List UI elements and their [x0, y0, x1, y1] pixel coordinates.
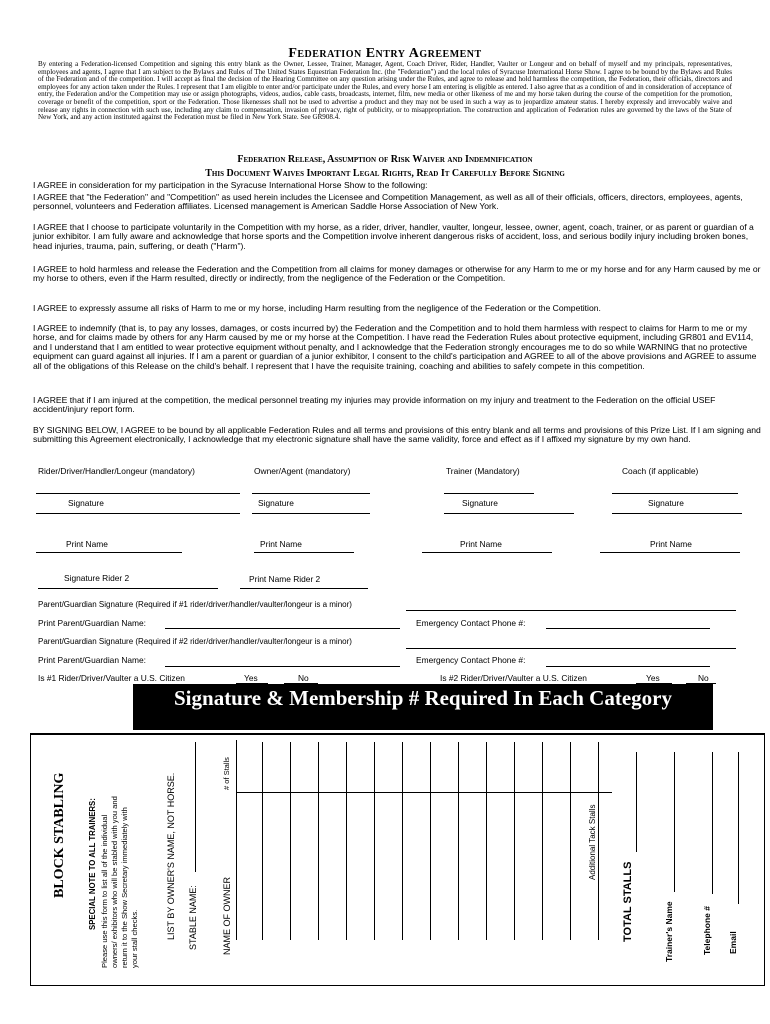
citizen1-label: Is #1 Rider/Driver/Vaulter a U.S. Citizen	[38, 673, 185, 683]
role-owner-label: Owner/Agent (mandatory)	[254, 466, 351, 476]
telephone-label: Telephone #	[702, 906, 712, 955]
total-stalls-line[interactable]	[636, 752, 637, 852]
owner-entry-column-6[interactable]	[402, 742, 403, 940]
agree-assume-risk: I AGREE to expressly assume all risks of Harm to me or my horse, including Harm resulting from the negligence of the Federation or the Competition.	[33, 303, 601, 313]
trainer-signature-line[interactable]	[444, 513, 574, 514]
guardian1-print-name-label: Print Parent/Guardian Name:	[38, 618, 146, 628]
rider-print-name-label: Print Name	[66, 539, 108, 549]
special-note-line-3: return it to the Show Secretary immediately with	[120, 807, 129, 968]
owner-entry-column-7[interactable]	[430, 742, 431, 940]
by-signing-below: BY SIGNING BELOW, I AGREE to be bound by all applicable Federation Rules and all terms and provisions of this entry blank and all terms and provisions of this Prize List. If I am signing and submitting this Agreement electronically, I acknowledge that my electronic signature shall have the same validity, force and effect as if I affixed my signature by my own hand.	[33, 425, 761, 445]
coach-signature-label: Signature	[648, 498, 684, 508]
guardian1-print-name-line[interactable]	[165, 628, 400, 629]
telephone-line[interactable]	[712, 752, 713, 894]
owner-name-column-line[interactable]	[236, 740, 237, 940]
emergency1-label: Emergency Contact Phone #:	[416, 618, 526, 628]
owner-print-name-line[interactable]	[254, 552, 354, 553]
trainer-print-name-label: Print Name	[460, 539, 502, 549]
owner-entry-column-10[interactable]	[514, 742, 515, 940]
rider-signature-label: Signature	[68, 498, 104, 508]
trainer-name-line[interactable]	[674, 752, 675, 892]
citizen2-label: Is #2 Rider/Driver/Vaulter a U.S. Citizen	[440, 673, 587, 683]
print-name-rider2-label: Print Name Rider 2	[249, 574, 321, 584]
role-trainer-label: Trainer (Mandatory)	[446, 466, 520, 476]
agree-definitions: I AGREE that "the Federation" and "Competition" as used herein includes the Licensee and Competition Management, as well as all of their officials, officers, directors, employees, agents, personnel, volunteers and Federation affiliates. Licensed management is American Saddle Horse Association of New York.	[33, 192, 743, 212]
coach-print-name-line[interactable]	[600, 552, 740, 553]
emergency1-line[interactable]	[546, 628, 710, 629]
email-line[interactable]	[738, 752, 739, 904]
emergency2-label: Emergency Contact Phone #:	[416, 655, 526, 665]
trainer-name-label: Trainer's Name	[664, 901, 674, 962]
role-rider-label: Rider/Driver/Handler/Longeur (mandatory)	[38, 466, 195, 476]
rider-print-name-line[interactable]	[36, 552, 182, 553]
owner-print-name-label: Print Name	[260, 539, 302, 549]
trainer-print-name-line[interactable]	[422, 552, 552, 553]
total-stalls-label: TOTAL STALLS	[622, 861, 634, 942]
owner-entry-column-8[interactable]	[458, 742, 459, 940]
intro-paragraph: By entering a Federation-licensed Competition and signing this entry blank as the Owner, Lessee, Trainer, Manager, Agent, Coach Driver, Rider, Handler, Vaulter or Longeur and on behalf of myself and my principals, representatives, employees and agents, I agree that I am subject to the Bylaws and Rules of The United States Equestrian Federation Inc. (the "Federation") and the local rules of Syracuse International Horse Show. I agree to be bound by the Bylaws and Rules of the Federation and of the competition. I will accept as final the decision of the Hearing Committee on any question arising under the Rules, and agree to release and hold harmless the competition, the Federation, their officials, directors and employees for any action taken under the Rules. I represent that I am eligible to enter and/or participate under the Rules, and every horse I am entering is eligible as entered. I also agree that as a condition of and in consideration of acceptance of entry, the Federation and/or the Competition may use or assign photographs, videos, audios, cable casts, broadcasts, internet, film, new media or other likeness of me and my horse taken during the course of the competition for the promotion, coverage or benefit of the competition, sport or the Federation. Those likenesses shall not be used to advertise a product and they may not be used in such a way as to jeopardize amateur status. I hereby expressly and irrevocably waive and release any rights in connection with such use, including any claim to compensation, invasion of privacy, right of publicity, or to misappropriation. The construction and application of Federation rules are governed by the laws of the State of New York, and any action instituted against the Federation must be filed in New York State. See GR908.4.	[38, 60, 732, 122]
tack-stalls-label: Additional Tack Stalls	[588, 804, 597, 880]
emergency2-line[interactable]	[546, 666, 710, 667]
agree-medical-info: I AGREE that if I am injured at the competition, the medical personnel treating my injuries may provide information on my injury and treatment to the Federation on the official USEF accident/injury report form.	[33, 395, 716, 415]
coach-print-name-label: Print Name	[650, 539, 692, 549]
rider-signature-line[interactable]	[36, 513, 240, 514]
special-note-line-1: Please use this form to list all of the individual	[100, 814, 109, 968]
agree-indemnify: I AGREE to indemnify (that is, to pay any losses, damages, or costs incurred by) the Federation and the Competition and to hold them harmless with respect to claims for Harm to me or my horse, and for claims made by others for any Harm caused by me or my horse at the Competition. I have read the Federation Rules about protective equipment, including GR801 and EV114, and I understand that I am entitled to wear protective equipment without penalty, and I acknowledge that the Federation strongly encourages me to do so while WARNING that no protective equipment can guard against all injuries. If I am a parent or guardian of a junior exhibitor, I consent to the child's participation and AGREE to all of the above provisions and AGREE to assume all of the obligations of this Release on the child's behalf. I represent that I have the requisite training, coaching and abilities to safely compete in this competition.	[33, 323, 757, 371]
stable-name-label: STABLE NAME:	[188, 885, 198, 950]
agree-consideration: I AGREE in consideration for my participation in the Syracuse International Horse Show to the following:	[33, 180, 428, 190]
signature-rider2-line[interactable]	[38, 588, 218, 589]
owner-signature-label: Signature	[258, 498, 294, 508]
guardian1-signature-label: Parent/Guardian Signature (Required if #1 rider/driver/handler/vaulter/longeur is a minor)	[38, 600, 352, 609]
owner-entry-column-13[interactable]	[598, 742, 599, 940]
coach-name-line[interactable]	[612, 493, 738, 494]
owner-entry-column-5[interactable]	[374, 742, 375, 940]
citizen1-yes[interactable]: Yes	[244, 673, 258, 683]
trainer-name-line[interactable]	[444, 493, 534, 494]
owner-entry-column-1[interactable]	[262, 742, 263, 940]
required-banner-text: Signature & Membership # Required In Each Category	[174, 686, 672, 710]
agree-hold-harmless: I AGREE to hold harmless and release the Federation and the Competition from all claims for money damages or otherwise for any Harm to me or my horse and for any Harm caused by me or my horse to others, even if the Harm resulted, directly or indirectly, from the negligence of the Federation or the Competition.	[33, 264, 761, 284]
block-stabling-section	[30, 733, 765, 986]
special-note-line-2: owners/ exhibitors who will be stabled with you and	[110, 796, 119, 968]
owner-entry-column-4[interactable]	[346, 742, 347, 940]
guardian2-print-name-line[interactable]	[165, 666, 400, 667]
guardian2-print-name-label: Print Parent/Guardian Name:	[38, 655, 146, 665]
stable-name-line[interactable]	[195, 742, 196, 872]
owner-name-column-header: NAME OF OWNER	[222, 877, 232, 955]
signature-rider2-label: Signature Rider 2	[64, 573, 130, 583]
owner-entry-column-11[interactable]	[542, 742, 543, 940]
citizen2-yes[interactable]: Yes	[646, 673, 660, 683]
block-stabling-heading: BLOCK STABLING	[52, 772, 67, 898]
owner-entry-column-3[interactable]	[318, 742, 319, 940]
release-heading: Federation Release, Assumption of Risk Waiver and Indemnification	[237, 154, 533, 165]
citizen2-no[interactable]: No	[698, 673, 709, 683]
role-coach-label: Coach (if applicable)	[622, 466, 699, 476]
owner-entry-column-2[interactable]	[290, 742, 291, 940]
guardian2-signature-line[interactable]	[406, 648, 736, 649]
guardian2-signature-label: Parent/Guardian Signature (Required if #2 rider/driver/handler/vaulter/longeur is a minor)	[38, 637, 352, 646]
owner-name-line[interactable]	[252, 493, 370, 494]
stalls-header-line	[236, 792, 612, 793]
owner-entry-column-12[interactable]	[570, 742, 571, 940]
owner-signature-line[interactable]	[252, 513, 370, 514]
citizen1-no[interactable]: No	[298, 673, 309, 683]
special-note-line-4: your stall checks.	[130, 909, 139, 968]
special-note-title: SPECIAL NOTE TO ALL TRAINERS:	[88, 798, 97, 930]
num-stalls-label: # of Stalls	[222, 757, 231, 790]
rider-name-line[interactable]	[36, 493, 240, 494]
page-title: Federation Entry Agreement	[288, 46, 482, 61]
email-label: Email	[728, 931, 738, 954]
waiver-warning-heading: This Document Waives Important Legal Rights, Read It Carefully Before Signing	[205, 168, 565, 179]
agree-voluntary: I AGREE that I choose to participate voluntarily in the Competition with my horse, as a rider, driver, handler, vaulter, longeur, lessee, owner, agent, coach, trainer, or as parent or guardian of a junior exhibitor. I am fully aware and acknowledge that horse sports and the Competition involve inherent dangerous risks of accident, loss, and serious bodily injury including broken bones, head injuries, trauma, pain, suffering, or death ("Harm").	[33, 222, 754, 251]
coach-signature-line[interactable]	[612, 513, 742, 514]
list-by-owner-note: LIST BY OWNER'S NAME, NOT HORSE.	[166, 772, 176, 940]
print-name-rider2-line[interactable]	[240, 588, 368, 589]
guardian1-signature-line[interactable]	[406, 610, 736, 611]
owner-entry-column-9[interactable]	[486, 742, 487, 940]
trainer-signature-label: Signature	[462, 498, 498, 508]
